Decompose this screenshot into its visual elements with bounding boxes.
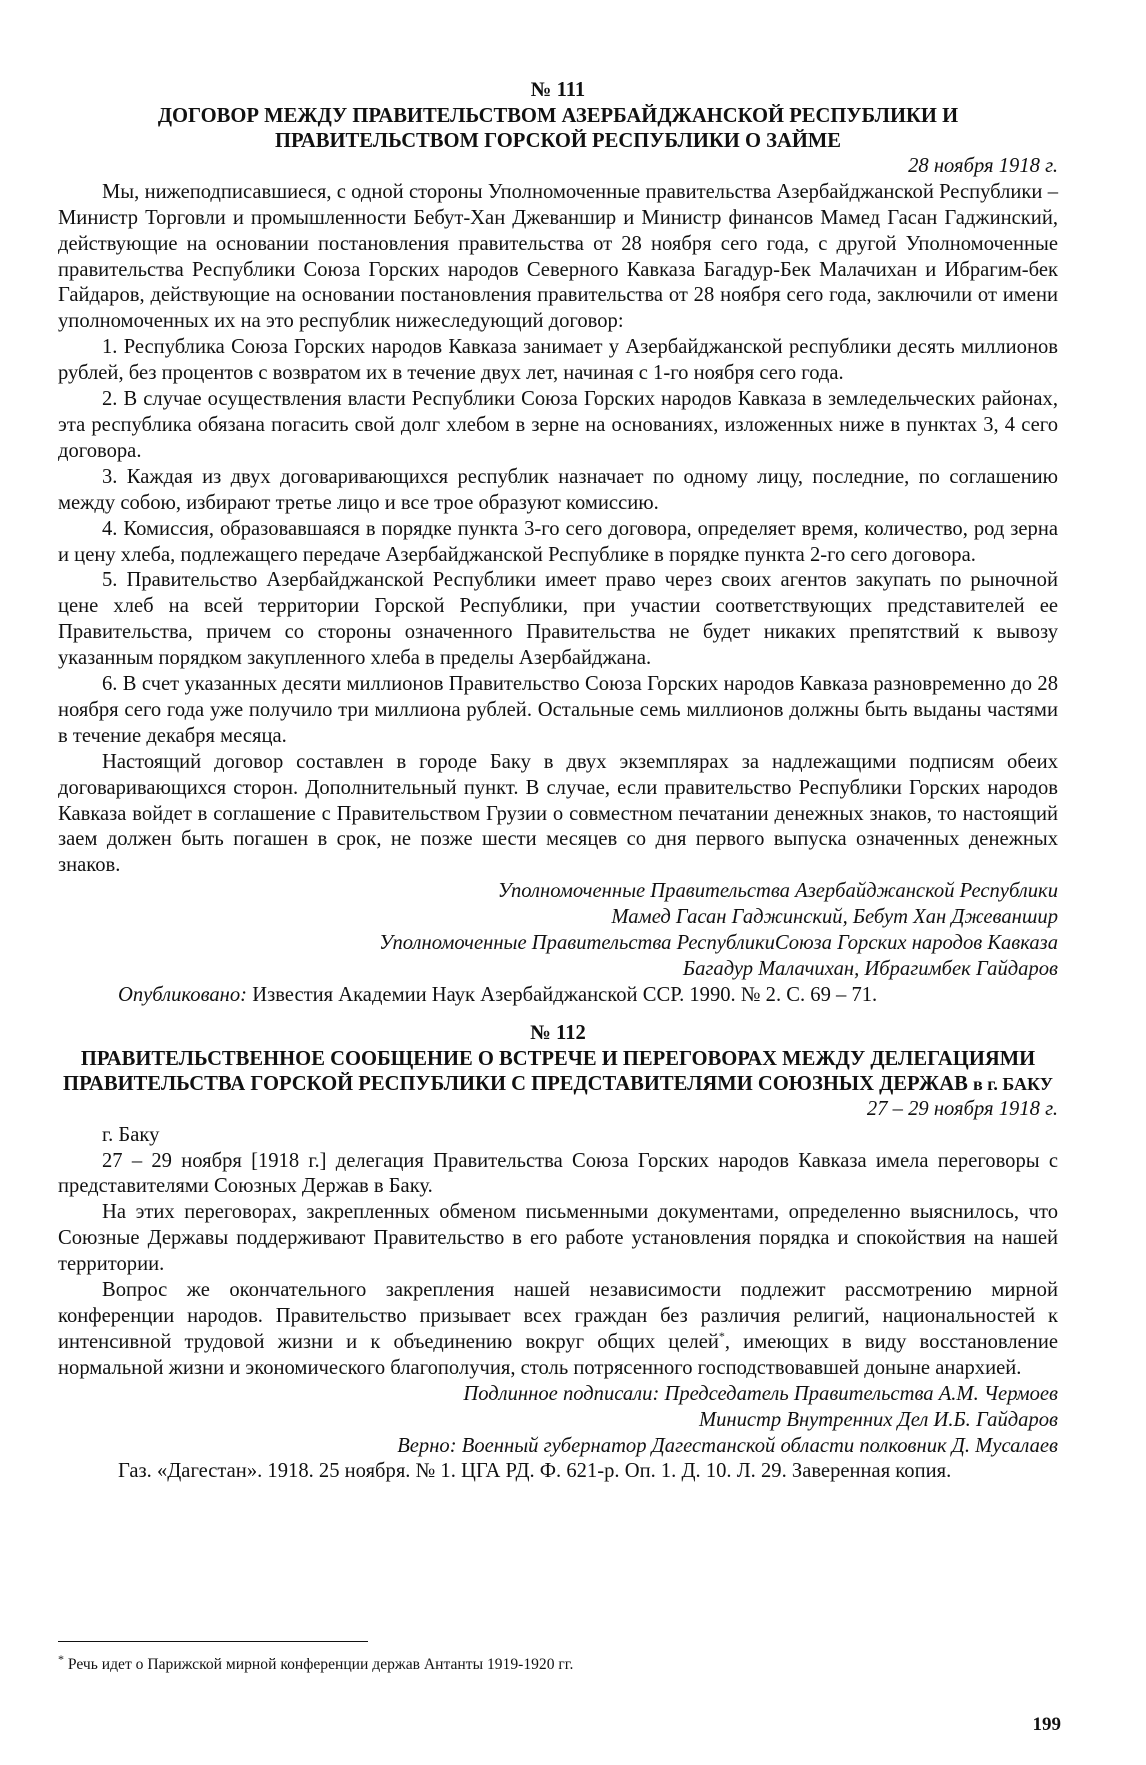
- doc111-paragraph: 1. Республика Союза Горских народов Кавказа занимает у Азербайджанской республики десять миллионов рублей, без процентов с возвратом их в течение двух лет, начиная с 1-го ноября сего года.: [58, 336, 1058, 385]
- doc112-para3-start: Вопрос же окончательного закрепления нашей независимости подлежит рассмотрению мирной конференции народов. Правительство призывает всех граждан без различия религий, национальностей к интенсивной трудовой жизни и к объединению вокруг общих целей: [58, 1279, 1058, 1353]
- doc111-number: № 111: [530, 79, 586, 101]
- section-gap: [58, 1009, 1058, 1021]
- footnote: [58, 1651, 1058, 1675]
- doc111-paragraph: 4. Комиссия, образовавшаяся в порядке пункта 3-го сего договора, определяет время, количество, род зерна и цену хлеба, подлежащего передаче Азербайджанской Республике в порядке пункта 2-го сего договора.: [58, 517, 1058, 566]
- doc111-signature-line: Уполномоченные Правительства Азербайджанской Республики: [497, 880, 1058, 903]
- footnote-reference[interactable]: *: [718, 1329, 725, 1344]
- doc112-date: 27 – 29 ноября 1918 г.: [866, 1097, 1058, 1120]
- doc112-title-tail: в г. БАКУ: [973, 1073, 1053, 1094]
- doc111-paragraph: 3. Каждая из двух договаривающихся республик назначает по одному лицу, последние, по соглашению между собою, избирают третье лицо и все трое образуют комиссию.: [58, 465, 1058, 514]
- doc112-number: № 112: [530, 1021, 586, 1044]
- doc112-paragraph: [58, 1278, 1058, 1382]
- doc112-signature-line: Верно: Военный губернатор Дагестанской области полковник Д. Мусалаев: [397, 1434, 1058, 1457]
- doc111-paragraph: 5. Правительство Азербайджанской Республики имеет право через своих агентов закупать по рыночной цене хлеб на всей территории Горской Республики, при участии соответствующих представителей ее Правительства, причем со стороны означенного Правительства не будет никаких препятствий к вывозу указанным порядком закупленного хлеба в пределы Азербайджана.: [58, 569, 1058, 670]
- doc112-place: г. Баку: [102, 1123, 160, 1146]
- doc112-signature-line: Министр Внутренних Дел И.Б. Гайдаров: [698, 1408, 1058, 1431]
- doc112-para3-end: , имеющих в виду восстановление нормальной жизни и экономического благополучия, столь потрясенного господствовавшей доныне анархией.: [58, 1330, 1058, 1379]
- doc112-paragraph: 27 – 29 ноября [1918 г.] делегация Правительства Союза Горских народов Кавказа имела переговоры с представителями Союзных Держав в Баку.: [58, 1149, 1058, 1198]
- doc111-date: 28 ноября 1918 г.: [908, 154, 1058, 177]
- doc112-signature-line: Подлинное подписали: Председатель Правительства А.М. Чермоев: [463, 1382, 1058, 1405]
- doc111-signature-line: Мамед Гасан Гаджинский, Бебут Хан Джеваншир: [611, 906, 1058, 929]
- footnote-text: Речь идет о Парижской мирной конференции держав Антанты 1919-1920 гг.: [64, 1656, 574, 1673]
- doc111-title: ДОГОВОР МЕЖДУ ПРАВИТЕЛЬСТВОМ АЗЕРБАЙДЖАНСКОЙ РЕСПУБЛИКИ И ПРАВИТЕЛЬСТВОМ ГОРСКОЙ РЕСПУБЛИКИ О ЗАЙМЕ: [157, 104, 959, 152]
- publication-label: Опубликовано:: [118, 983, 248, 1006]
- doc111-signature-line: Багадур Малачихан, Ибрагимбек Гайдаров: [682, 958, 1058, 980]
- doc111-publication: [118, 983, 1058, 1009]
- doc111-paragraph: 6. В счет указанных десяти миллионов Правительство Союза Горских народов Кавказа разновременно до 28 ноября сего года уже получило три миллиона рублей. Остальные семь миллионов должны быть выданы частями в течение декабря месяца.: [58, 673, 1058, 747]
- footnote-divider: [58, 1641, 368, 1642]
- doc111-signature-line: Уполномоченные Правительства РеспубликиСоюза Горских народов Кавказа: [379, 932, 1058, 955]
- doc111-paragraph: Настоящий договор составлен в городе Баку в двух экземплярах за надлежащими подписям обеих договаривающихся сторон. Дополнительный пункт. В случае, если правительство Республики Горских народов Кавказа войдет в соглашение с Правительством Грузии о совместном печатании денежных знаков, то настоящий заем должен быть погашен в срок, не позже шести месяцев со дня первого выпуска означенных денежных знаков.: [58, 750, 1058, 877]
- doc111-paragraph: Мы, нижеподписавшиеся, с одной стороны Уполномоченные правительства Азербайджанской Республики – Министр Торговли и промышленности Бебут-Хан Джеваншир и Министр финансов Мамед Гасан Гаджинский, действующие на основании постановления правительства от 28 ноября сего года, с другой Уполномоченные правительства Республики Союза Горских народов Северного Кавказа Багадур-Бек Малачихан и Ибрагим-бек Гайдаров, действующие на основании постановления правительства от 28 ноября сего года, заключили от имени уполномоченных их на это республик нижеследующий договор:: [58, 180, 1058, 333]
- doc112-paragraph: На этих переговорах, закрепленных обменом письменными документами, определенно выяснилось, что Союзные Державы поддерживают Правительство в его работе установления порядка и спокойствия на нашей территории.: [58, 1201, 1058, 1276]
- footnote-mark: *: [58, 1651, 64, 1666]
- doc112-source: Газ. «Дагестан». 1918. 25 ноября. № 1. ЦГА РД. Ф. 621-р. Оп. 1. Д. 10. Л. 29. Заверенная копия.: [118, 1460, 952, 1483]
- doc111-paragraph: 2. В случае осуществления власти Республики Союза Горских народов Кавказа в земледельческих районах, эта республика обязана погасить свой долг хлебом в зерне на основаниях, изложенных ниже в пунктах 3, 4 сего договора.: [58, 388, 1058, 462]
- doc112-title: [58, 1047, 1058, 1097]
- page-number: 199: [1032, 1714, 1061, 1735]
- page-content: [58, 78, 1058, 1485]
- doc112-title-main: ПРАВИТЕЛЬСТВЕННОЕ СООБЩЕНИЕ О ВСТРЕЧЕ И ПЕРЕГОВОРАХ МЕЖДУ ДЕЛЕГАЦИЯМИ ПРАВИТЕЛЬСТВА ГОРСКОЙ РЕСПУБЛИКИ С ПРЕДСТАВИТЕЛЯМИ СОЮЗНЫХ ДЕРЖАВ: [63, 1047, 1036, 1095]
- publication-text: Известия Академии Наук Азербайджанской ССР. 1990. № 2. С. 69 – 71.: [247, 983, 878, 1006]
